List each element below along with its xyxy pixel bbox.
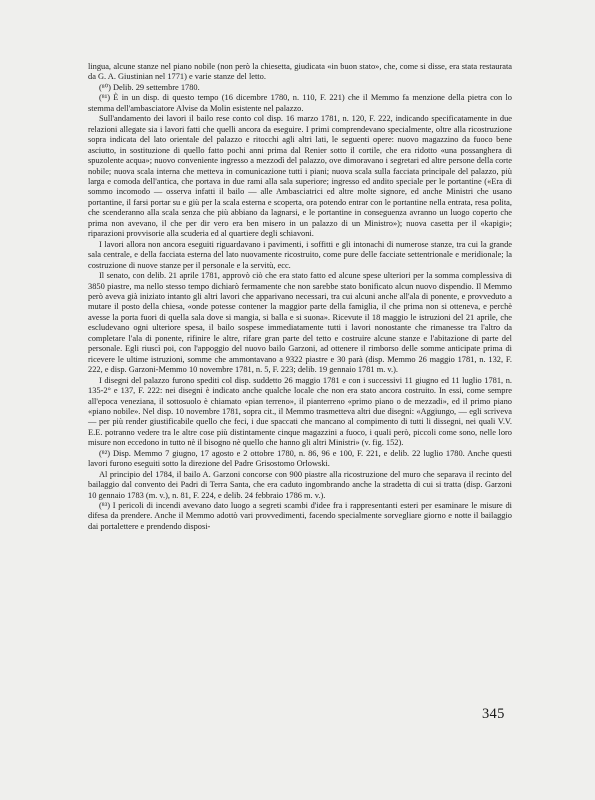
footnote-paragraph: (⁸³) I pericoli di incendi avevano dato luogo a segreti scambi d'idee fra i rappresentanti esteri per esaminare le misure di difesa da prendere. Anche il Memmo adottò vari provvedimenti, facendo specialmente sorvegliare giorno e notte il bailaggio dai portalettere e prendendo disposi- [88, 501, 512, 531]
footnote-paragraph: (⁸²) Disp. Memmo 7 giugno, 17 agosto e 2 ottobre 1780, n. 86, 96 e 100, F. 221, e delib. 22 luglio 1780. Anche questi lavori furono eseguiti sotto la direzione del Padre Grisostomo Orlowski. [88, 448, 512, 469]
footnote-paragraph: Sull'andamento dei lavori il bailo rese conto col disp. 16 marzo 1781, n. 120, F. 222, indicando specificatamente in due relazioni allegate sia i lavori fatti che quelli ancora da eseguire. I primi comprendevano specialmente, oltre alla ricostruzione sopra indicata del lato orientale del palazzo e ritocchi agli altri lati, le seguenti opere: nuovo magazzino da fuoco bene asciutto, in sostituzione di quello fatto pochi anni prima dal Renier sotto il cortile, che era ridotto «una possanghera di spuzolente acqua»; nuovo conveniente ingresso a mezzodì del palazzo, ove dimoravano i segretari ed altre persone della corte nobile; nuova scala interna che metteva in comunicazione tutti i piani; nuova scala sulla facciata principale del palazzo, più larga e comoda dell'antica, che portava in due rami alla sala superiore; ingresso ed andito speciale per le portantine («Era di sommo incomodo — osserva infatti il bailo — alle Ambasciatrici ed altre molte signore, ed anche Ministri che usano portantine, il farsi portar su e giù per la scala esterna e scoperta, ora potendo entrar con le portantine nella entrata, resa polita, che scenderanno alla scala senza che più abbiano da lagnarsi, e le portantine in conseguenza avranno un luogo coperto che prima non avevano, il che per dir vero era ben misero in un palazzo di un Ministro»); nuova casetta per il «kapigi»; riparazioni provvisorie alla scuderia ed al quartiere degli schiavoni. [88, 114, 512, 239]
footnote-paragraph: (⁸¹) È in un disp. di questo tempo (16 dicembre 1780, n. 110, F. 221) che il Memmo fa menzione della pietra con lo stemma dell'ambasciatore Alvise da Molin esistente nel palazzo. [88, 93, 512, 113]
footnote-paragraph: Il senato, con delib. 21 aprile 1781, approvò ciò che era stato fatto ed alcune spese ulteriori per la somma complessiva di 3850 piastre, ma nello stesso tempo dichiarò fermamente che non sarebbe stato bonificato alcun nuovo dispendio. Il Memmo però aveva già iniziato intanto gli altri lavori che apparivano necessari, tra cui alcuni anche all'ala di ponente, e provveduto a mutare il posto della chiesa, «onde potesse contener la maggior parte della famiglia, il che prima non si otteneva, e perchè avesse la porta fuori di quella sala dove si mangia, si balla e si suona». Ricevute il 18 maggio le istruzioni del 21 aprile, che escludevano ogni ulteriore spesa, il bailo sospese immediatamente tutti i lavori nonostante che rimanesse tra l'altro da completare l'ala di ponente, rifinire le altre, rifare gran parte del tetto e costruire alcune stanze e l'abitazione di parte del personale. Egli riuscì poi, con l'appoggio del nuovo bailo Garzoni, ad ottenere il rimborso delle somme anticipate prima di ricevere le ultime istruzioni, somme che ammontavano a 9322 piastre e 30 parà (disp. Memmo 26 maggio 1781, n. 132, F. 222, e disp. Garzoni-Memmo 10 novembre 1781, n. 5, F. 223; delib. 19 gennaio 1781 m. v.). [88, 271, 512, 375]
page-number: 345 [482, 706, 505, 722]
footnote-paragraph: (⁸⁰) Delib. 29 settembre 1780. [99, 82, 200, 92]
footnote-paragraph: Al principio del 1784, il bailo A. Garzoni concorse con 900 piastre alla ricostruzione del muro che separava il recinto del bailaggio dal convento dei Padri di Terra Santa, che era caduto ingombrando anche la stradetta di cui si tratta (disp. Garzoni 10 gennaio 1783 (m. v.), n. 81, F. 224, e delib. 24 febbraio 1786 m. v.). [88, 469, 512, 500]
footnote-paragraph: I disegni del palazzo furono spediti col disp. suddetto 26 maggio 1781 e con i successivi 11 giugno ed 11 luglio 1781, n. 135-2° e 137, F. 222: nei disegni è indicato anche qualche locale che non era stato ancora costruito. In essi, come sempre all'epoca veneziana, il sottosuolo è chiamato «pian terreno», il pianterreno «primo piano o de mezzadi», ed il primo piano «piano nobile». Nel disp. 10 novembre 1781, sopra cit., il Memmo trasmetteva altri due disegni: «Aggiungo, — egli scriveva — per più render giustificabile quello che feci, i due spaccati che mancano al compimento di tutti li dissegni, nei quali V.V. E.E. potranno vedere tra le altre cose più distintamente cinque magazzini a fuoco, i quali però, piccoli come sono, nelle loro misure non eccedono in tutto nè il bisogno nè quello che hanno gli altri Ministri» (v. fig. 152). [88, 375, 512, 448]
footnote-paragraph: I lavori allora non ancora eseguiti riguardavano i pavimenti, i soffitti e gli intonachi di numerose stanze, tra cui la grande sala centrale, e della facciata esterna del lato nuovamente ricostruito, come pure delle facciate settentrionale e meridionale; la costruzione di nuove stanze per il personale e la servitù, ecc. [88, 239, 512, 270]
footnote-text-block [88, 62, 512, 532]
footnote-paragraph: lingua, alcune stanze nel piano nobile (non però la chiesetta, giudicata «in buon stato», che, come si disse, era stata restaurata da G. A. Giustinian nel 1771) e varie stanze del letto. [88, 62, 512, 82]
